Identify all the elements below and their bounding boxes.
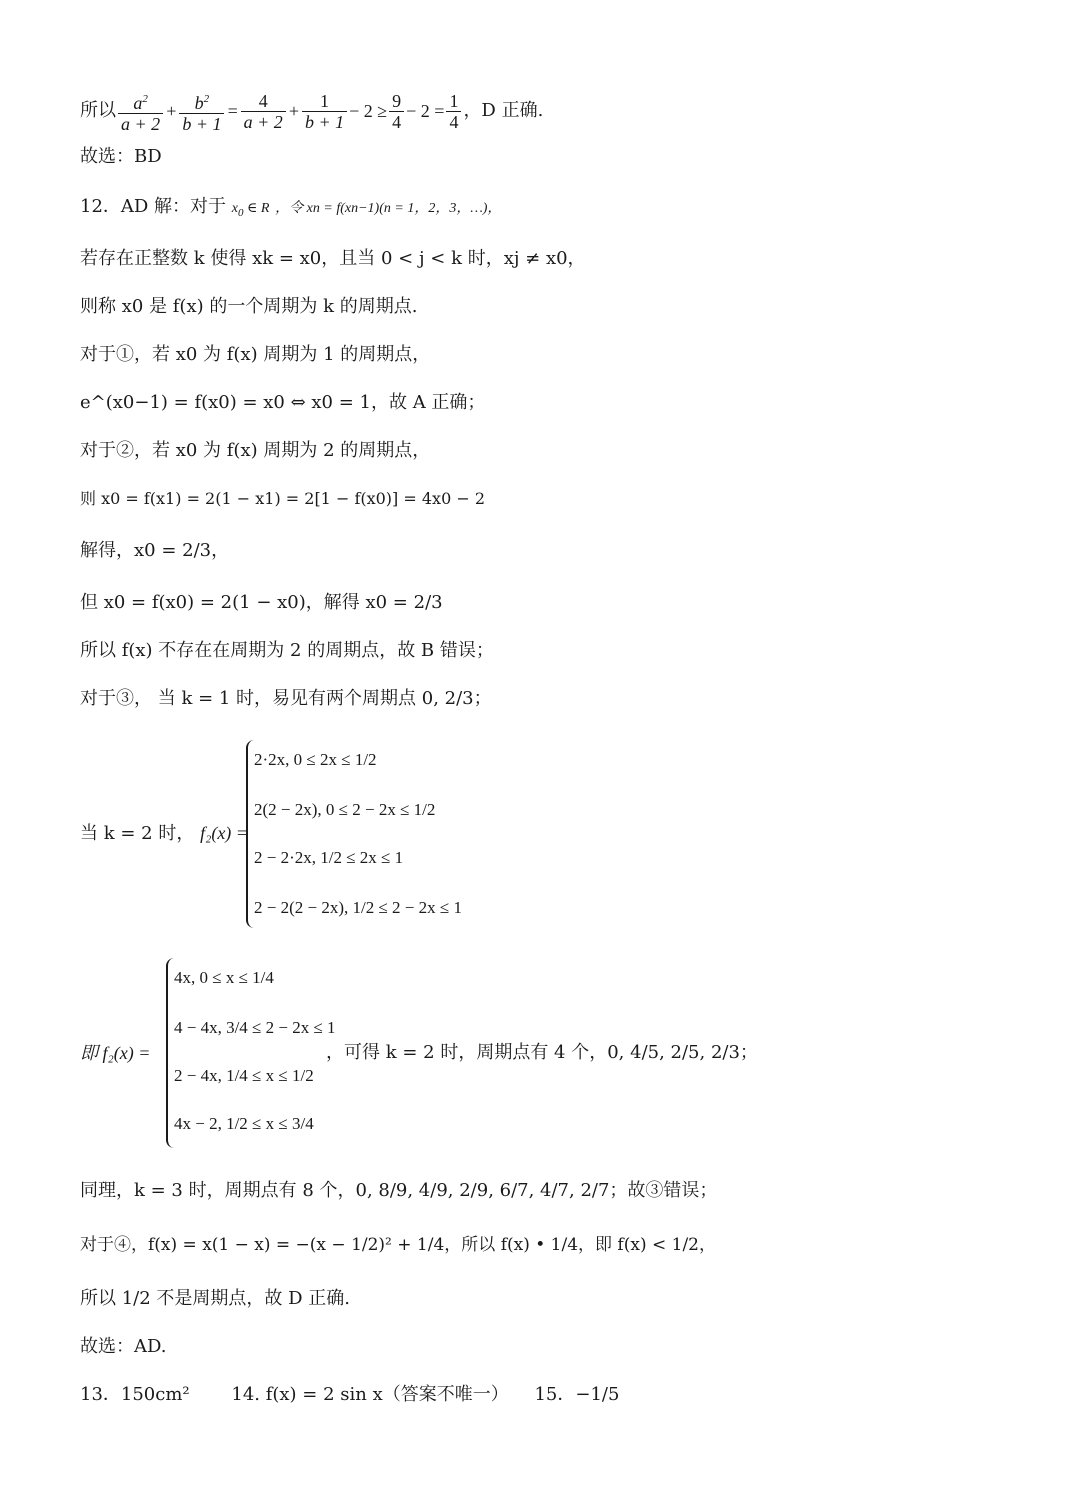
line-1 (80, 88, 543, 134)
case1-1: 2(2 − 2x), 0 ≤ 2 − 2x ≤ 1/2 (254, 800, 436, 819)
line-19: 故选：AD. (80, 1336, 167, 1357)
line-6: 对于①，若 x0 为 f(x) 周期为 1 的周期点， (80, 344, 431, 365)
line-20 (80, 1384, 619, 1406)
case1-2: 2 − 2·2x, 1/2 ≤ 2x ≤ 1 (254, 848, 404, 867)
case2-3: 4x − 2, 1/2 ≤ x ≤ 3/4 (174, 1114, 314, 1133)
line-14-head: 当 k = 2 时， (80, 823, 195, 844)
line-12: 所以 f(x) 不存在在周期为 2 的周期点，故 B 错误； (80, 640, 494, 661)
case2-0: 4x, 0 ≤ x ≤ 1/4 (174, 968, 274, 987)
line-17: 对于④，f(x) = x(1 − x) = −(x − 1/2)² + 1/4，所以 f(x) • 1/4，即 f(x) < 1/2， (80, 1235, 716, 1255)
line-2: 故选：BD (80, 146, 162, 167)
line-7: e^(x0−1) = f(x0) = x0 ⇔ x0 = 1，故 A 正确； (80, 392, 486, 413)
line-11: 但 x0 = f(x0) = 2(1 − x0)，解得 x0 = 2/3 (80, 592, 443, 613)
answer-14: 14. f(x) = 2 sin x（答案不唯一） (231, 1384, 509, 1405)
line-15 (80, 1042, 150, 1065)
line-15-head: 即 f₂(x) = (80, 1043, 151, 1063)
line-14 (80, 822, 248, 845)
case2-2: 2 − 4x, 1/4 ≤ x ≤ 1/2 (174, 1066, 314, 1085)
line-3 (80, 196, 501, 224)
line-3-rest: ，令 xn = f(xn−1)(n = 1，2，3，…)， (275, 201, 502, 216)
line-10: 解得，x0 = 2/3， (80, 540, 230, 561)
line-3-x0: $x_0$ ∈ R (231, 201, 270, 219)
line-8: 对于②，若 x0 为 f(x) 周期为 2 的周期点， (80, 440, 431, 461)
line-3-head: 12．AD 解：对于 (80, 196, 227, 217)
line-15-tail: ，可得 k = 2 时，周期点有 4 个，0, 4/5, 2/5, 2/3； (326, 1042, 758, 1063)
case1-3: 2 − 2(2 − 2x), 1/2 ≤ 2 − 2x ≤ 1 (254, 898, 462, 917)
line-9: 则 x0 = f(x1) = 2(1 − x1) = 2[1 − f(x0)] = 4x0 − 2 (80, 489, 486, 508)
line-1-prefix: 所以 (80, 100, 116, 121)
line-4: 若存在正整数 k 使得 xk = x0，且当 0 < j < k 时，xj ≠ x0， (80, 248, 586, 269)
line-1-suffix: ，D 正确. (463, 100, 544, 121)
line-16: 同理，k = 3 时，周期点有 8 个，0, 8/9, 4/9, 2/9, 6/7, 4/7, 2/7；故③错误； (80, 1180, 718, 1201)
line-13: 对于③， 当 k = 1 时，易见有两个周期点 0, 2/3； (80, 688, 492, 709)
line-1-expr: $a^2$ a + 2 + $b^2$ b + 1 = 4 a + 2 + 1 b + 1 − 2 ≥ $\frac{9}{4}$ − 2 = $\frac{1}{4}$ (116, 89, 463, 134)
case2-1: 4 − 4x, 3/4 ≤ 2 − 2x ≤ 1 (174, 1018, 336, 1037)
answer-13: 13．150cm² (80, 1384, 190, 1405)
line-14-func: f₂(x) = (200, 823, 248, 843)
case1-0: 2·2x, 0 ≤ 2x ≤ 1/2 (254, 750, 377, 769)
line-18: 所以 1/2 不是周期点，故 D 正确. (80, 1288, 351, 1309)
line-5: 则称 x0 是 f(x) 的一个周期为 k 的周期点. (80, 296, 418, 317)
answer-15: 15．−1/5 (534, 1384, 620, 1405)
